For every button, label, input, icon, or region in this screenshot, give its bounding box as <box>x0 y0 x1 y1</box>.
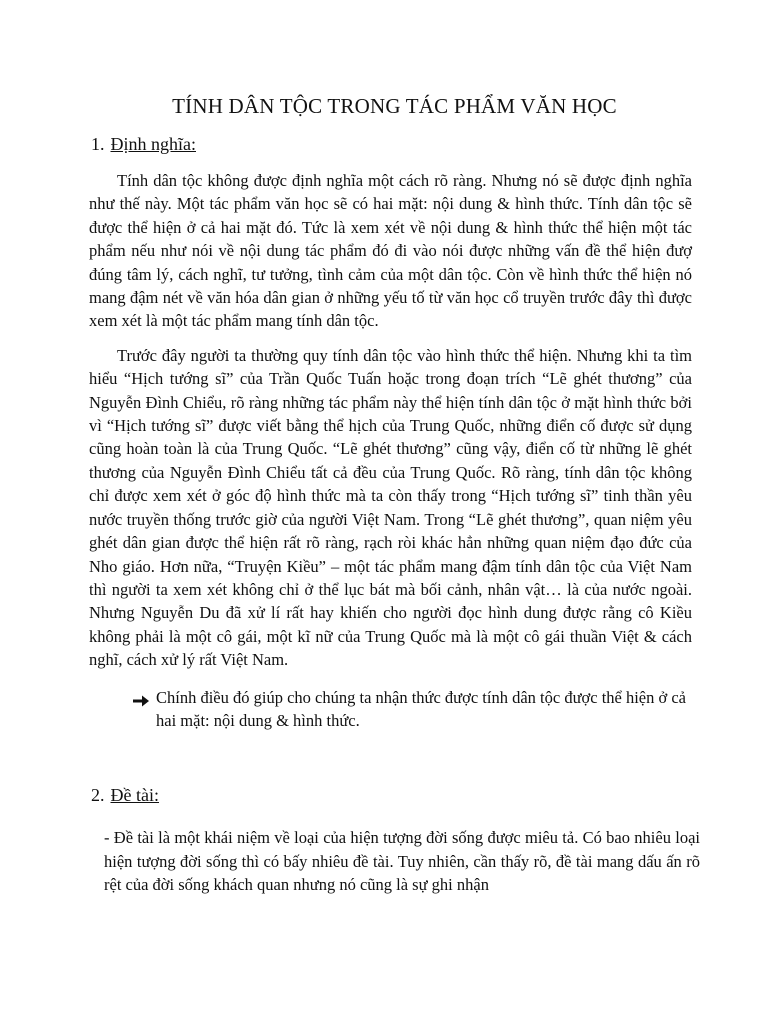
section-2-heading <box>91 784 692 806</box>
section-2-label: Đề tài: <box>110 785 159 806</box>
conclusion-text: Chính điều đó giúp cho chúng ta nhận thức được tính dân tộc được thể hiện ở cả hai mặt: nội dung & hình thức. <box>156 687 687 730</box>
section-1-number: 1. <box>91 134 105 154</box>
section-1-heading <box>91 133 692 155</box>
section-1-conclusion <box>89 686 692 733</box>
section-1-label: Định nghĩa: <box>110 134 196 154</box>
arrow-right-icon <box>132 691 150 705</box>
section-2-number: 2. <box>91 785 105 806</box>
section-1-paragraph-2: Trước đây người ta thường quy tính dân tộc vào hình thức thể hiện. Nhưng khi ta tìm hiểu “Hịch tướng sĩ” của Trần Quốc Tuấn hoặc trong đoạn trích “Lẽ ghét thương” của Nguyễn Đình Chiểu, rõ ràng những tác phẩm này thể hiện tính dân tộc ở mặt hình thức bởi vì “Hịch tướng sĩ” được viết bằng thể hịch của Trung Quốc, những điển cố được sử dụng cũng hoàn toàn là của Trung Quốc. “Lẽ ghét thương” cũng vậy, điển cố từ những lẽ ghét thương của Nguyễn Đình Chiểu tất cả đều của Trung Quốc. Rõ ràng, tính dân tộc không chỉ được xem xét ở góc độ hình thức mà ta còn thấy trong “Hịch tướng sĩ” tinh thần yêu nước truyền thống trước giờ của người Việt Nam. Trong “Lẽ ghét thương”, quan niệm yêu ghét dân gian được thể hiện rất rõ ràng, rạch ròi khác hẳn những quan niệm đạo đức của Nho giáo. Hơn nữa, “Truyện Kiều” – một tác phẩm mang đậm tính dân tộc của Việt Nam thì người ta xem xét không chỉ ở thể lục bát mà bối cảnh, nhân vật… là của nước ngoài. Nhưng Nguyễn Du đã xử lí rất hay khiến cho người đọc hình dung được rằng cô Kiều không phải là một cô gái, một kĩ nữ của Trung Quốc mà là một cô gái thuần Việt & cách nghĩ, cách xử lý rất Việt Nam. <box>89 345 692 670</box>
section-1-paragraph-1: Tính dân tộc không được định nghĩa một cách rõ ràng. Nhưng nó sẽ được định nghĩa như thế này. Một tác phẩm văn học sẽ có hai mặt: nội dung & hình thức. Tính dân tộc sẽ được thể hiện ở cả hai mặt đó. Tức là xem xét về nội dung & hình thức thể hiện một tác phẩm nếu như nói về nội dung tác phẩm đó đi vào nói được những vấn đề thể hiện đượ đúng tâm lý, cách nghĩ, tư tưởng, tình cảm của một dân tộc. Còn về hình thức thể hiện nó mang đậm nét về văn hóa dân gian ở những yếu tố từ văn học cổ truyền trước đây thì được xem xét là một tác phẩm mang tính dân tộc. <box>89 171 692 331</box>
section-2-paragraph: - Đề tài là một khái niệm về loại của hiện tượng đời sống được miêu tả. Có bao nhiêu loại hiện tượng đời sống thì có bấy nhiêu đề tài. Tuy nhiên, cần thấy rõ, đề tài mang dấu ấn rõ rệt của đời sống khách quan nhưng nó cũng là sự ghi nhận <box>104 828 700 895</box>
document-title: TÍNH DÂN TỘC TRONG TÁC PHẨM VĂN HỌC <box>172 94 617 118</box>
